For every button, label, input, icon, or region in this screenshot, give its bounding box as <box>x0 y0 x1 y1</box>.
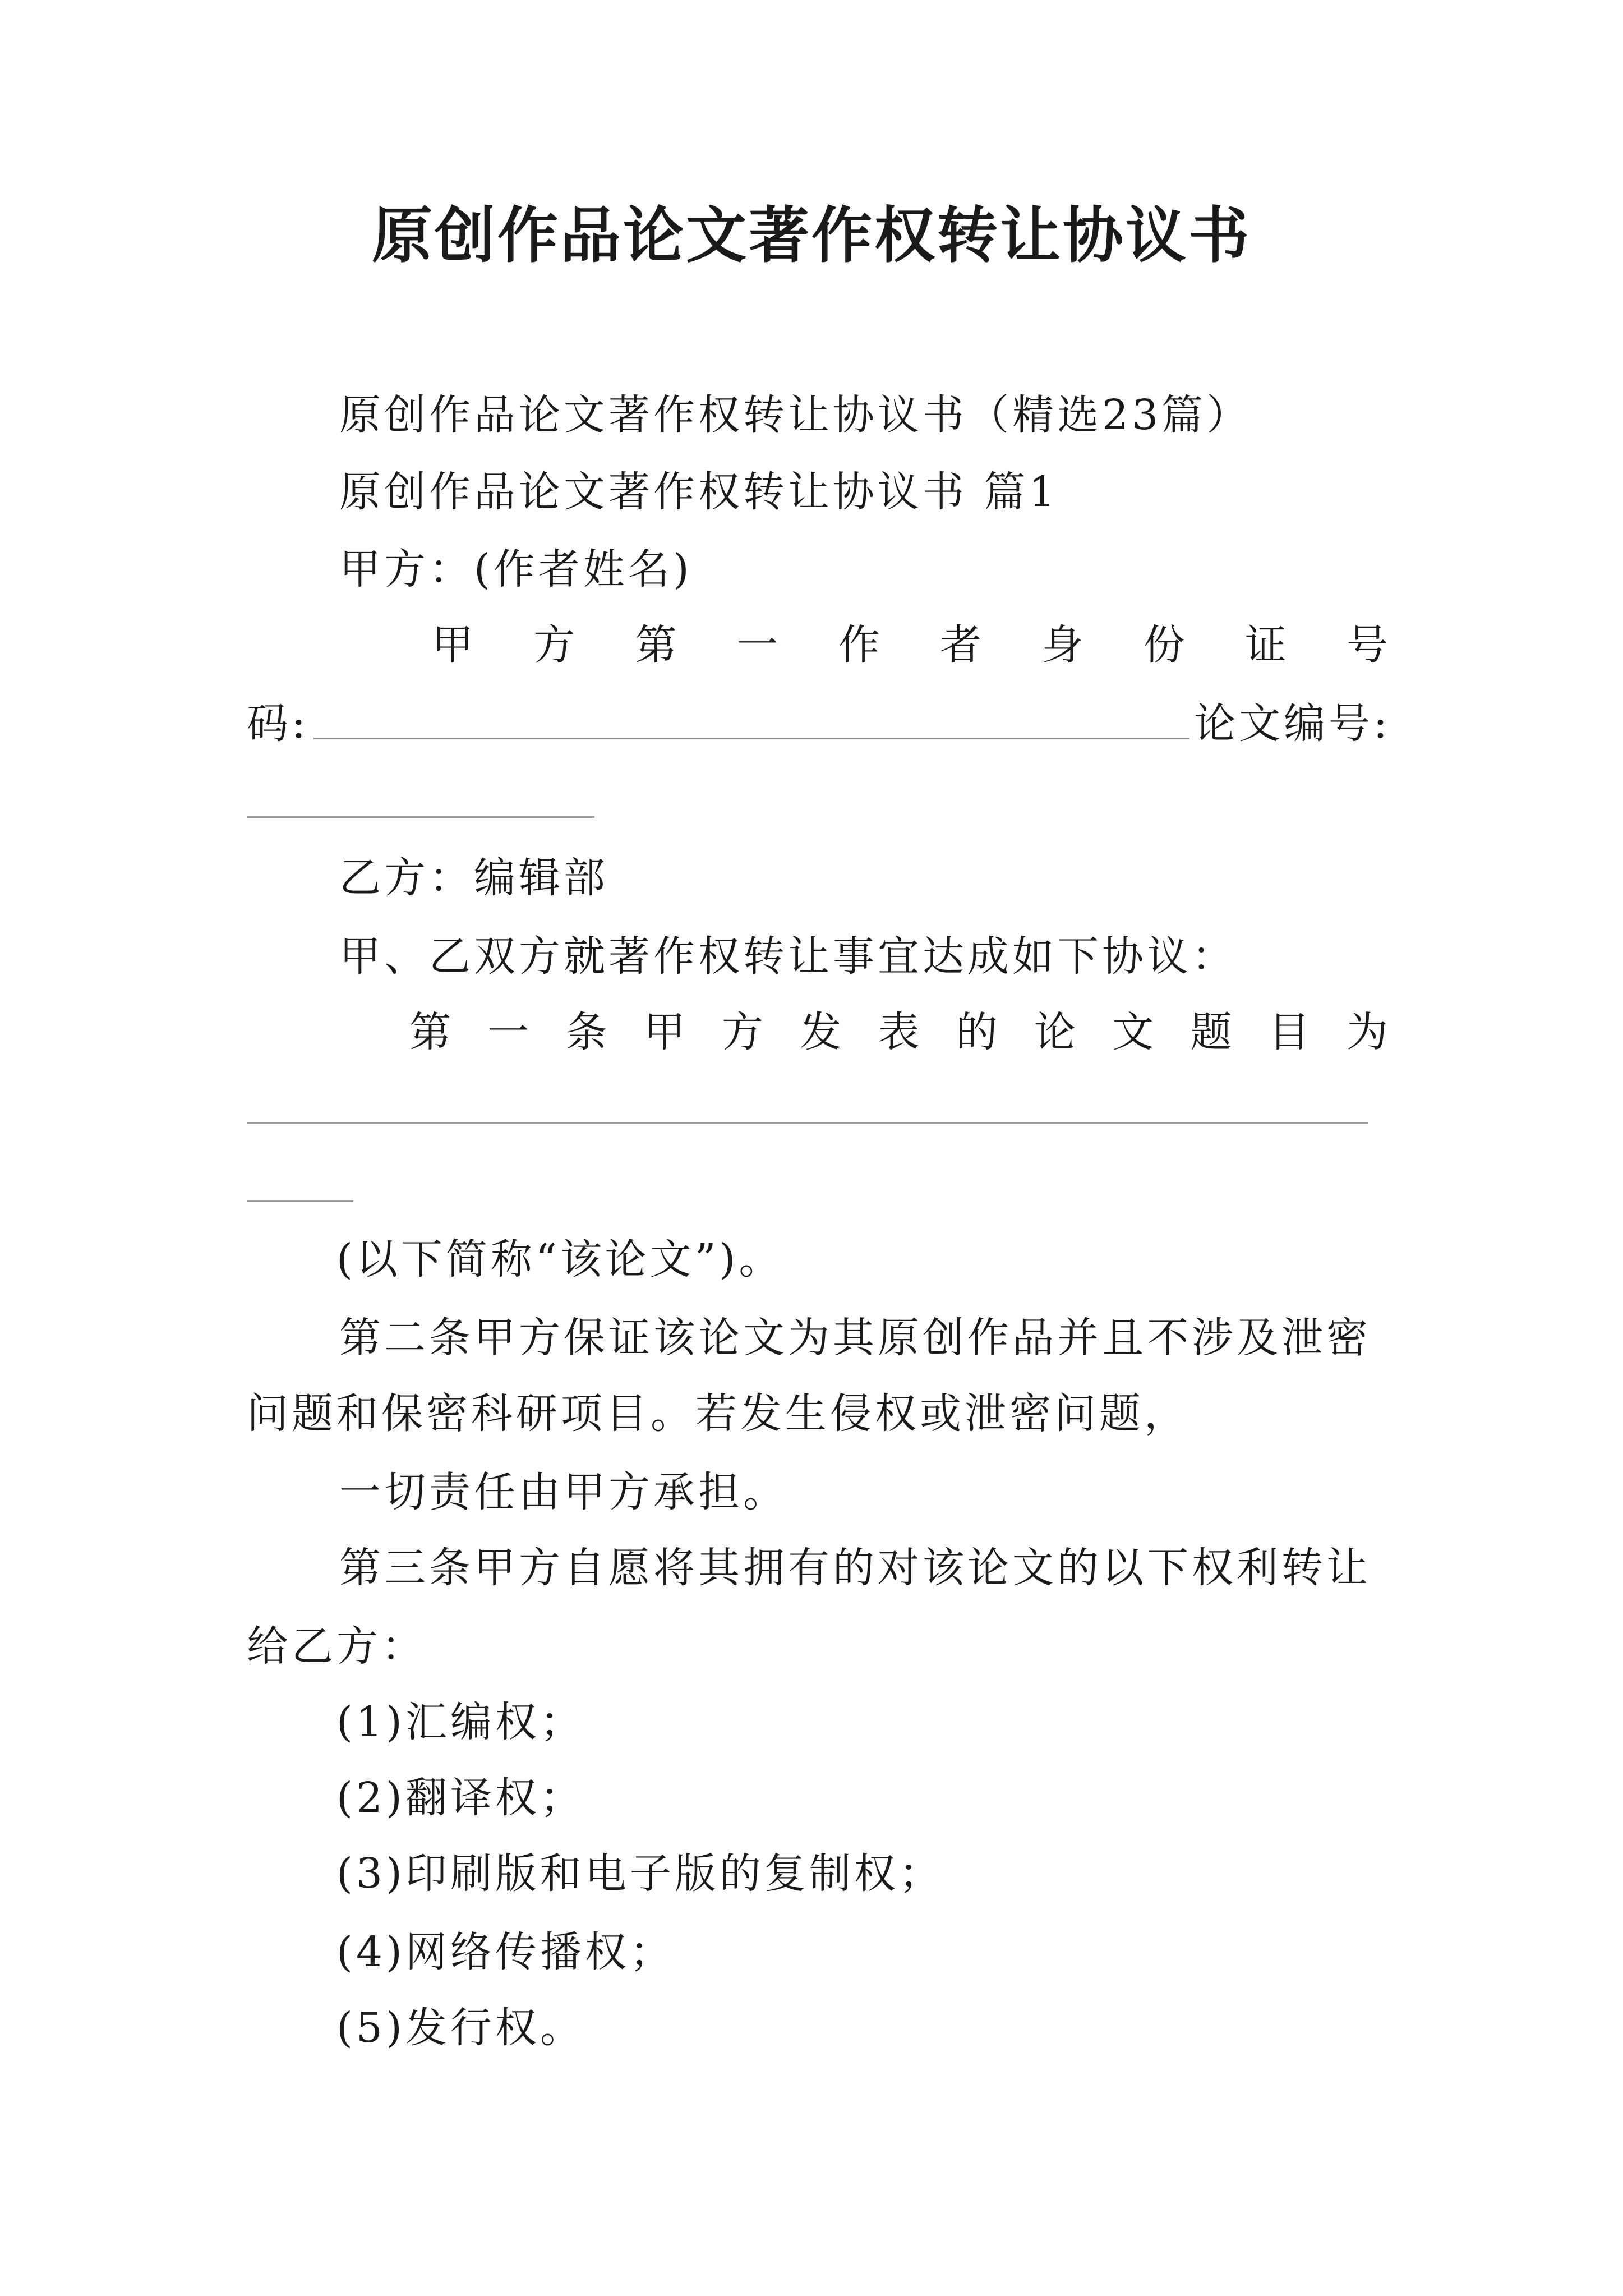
id-label-char: 一 <box>736 621 778 669</box>
id-number-label-spaced <box>432 617 1388 673</box>
paper-number-blank <box>247 816 594 818</box>
article-3-line-1: 第三条甲方自愿将其拥有的对该论文的以下权利转让 <box>339 1544 1371 1592</box>
right-item-1: (1)汇编权； <box>336 1698 585 1746</box>
section-heading: 原创作品论文著作权转让协议书 篇1 <box>339 468 1059 516</box>
right-item-2: (2)翻译权； <box>336 1774 585 1822</box>
id-number-row <box>247 696 1391 752</box>
id-label-char: 号 <box>1346 621 1388 669</box>
article-2-line-3: 一切责任由甲方承担。 <box>339 1468 788 1516</box>
right-item-4: (4)网络传播权； <box>336 1928 675 1976</box>
paper-title-blank <box>247 1122 1368 1124</box>
id-label-char: 甲 <box>432 621 473 669</box>
article-1-char: 第 <box>409 1008 451 1056</box>
paper-number-label: 论文编号: <box>1194 700 1391 748</box>
article-2-line-2: 问题和保密科研项目。若发生侵权或泄密问题， <box>247 1389 1189 1438</box>
article-2-line-1: 第二条甲方保证该论文为其原创作品并且不涉及泄密 <box>339 1314 1371 1362</box>
paper-title-blank-continued <box>247 1200 353 1202</box>
article-1-char: 为 <box>1347 1008 1388 1056</box>
party-b-line: 乙方：编辑部 <box>339 854 608 902</box>
article-1-char: 论 <box>1034 1008 1076 1056</box>
article-1-char: 表 <box>878 1008 920 1056</box>
party-a-line: 甲方：(作者姓名) <box>339 545 693 593</box>
id-label-char: 身 <box>1041 621 1083 669</box>
id-label-tail: 码: <box>247 700 309 748</box>
article-1-char: 发 <box>800 1008 842 1056</box>
article-1-tail: (以下简称“该论文”)。 <box>336 1235 784 1283</box>
id-label-char: 作 <box>838 621 880 669</box>
article-1-char: 目 <box>1268 1008 1310 1056</box>
id-label-char: 份 <box>1143 621 1185 669</box>
article-1-char: 方 <box>722 1008 763 1056</box>
document-subtitle: 原创作品论文著作权转让协议书（精选23篇） <box>339 391 1252 439</box>
article-1-char: 文 <box>1112 1008 1154 1056</box>
article-1-spaced <box>409 1004 1388 1060</box>
id-label-char: 证 <box>1244 621 1287 669</box>
article-1-char: 的 <box>956 1008 998 1056</box>
article-1-char: 一 <box>487 1008 529 1056</box>
article-1-char: 甲 <box>643 1008 685 1056</box>
article-1-char: 题 <box>1190 1008 1232 1056</box>
id-label-char: 方 <box>533 621 575 669</box>
right-item-5: (5)发行权。 <box>336 2004 585 2052</box>
agreement-intro: 甲、乙双方就著作权转让事宜达成如下协议： <box>339 932 1237 981</box>
id-number-blank <box>313 738 1189 739</box>
right-item-3: (3)印刷版和电子版的复制权； <box>336 1849 944 1898</box>
article-3-line-2: 给乙方： <box>247 1622 426 1671</box>
article-1-char: 条 <box>565 1008 607 1056</box>
document-title: 原创作品论文著作权转让协议书 <box>371 200 1251 271</box>
id-label-char: 第 <box>635 621 677 669</box>
id-label-char: 者 <box>940 621 982 669</box>
